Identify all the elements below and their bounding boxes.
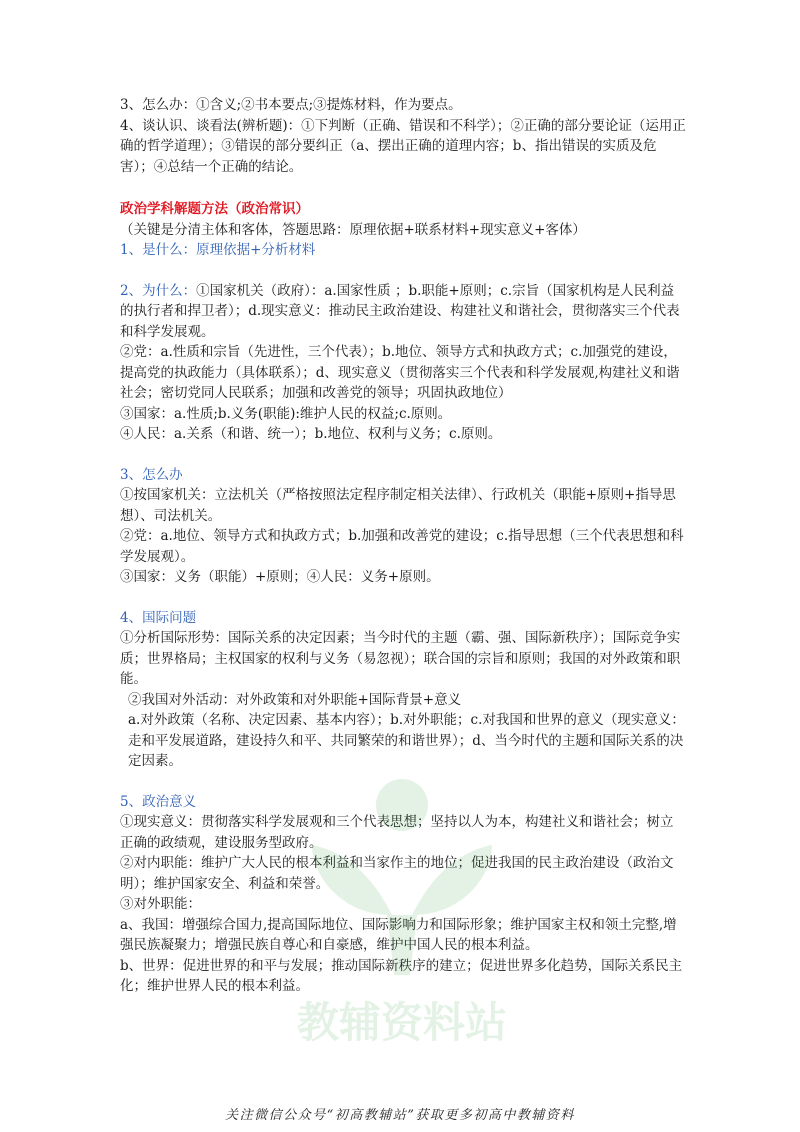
q3-line-2: ②党：a.地位、领导方式和执政方式；b.加强和改善党的建设；c.指导思想（三个代表思想和科学发展观）。 bbox=[120, 528, 684, 565]
q2-line-4: ④人民：a.关系（和谐、统一）；b.地位、权利与义务；c.原则。 bbox=[120, 426, 502, 442]
q5-line-1: ①现实意义：贯彻落实科学发展观和三个代表思想；坚持以人为本，构建社义和谐社会；树立正确的政绩观，建设服务型政府。 bbox=[120, 814, 674, 851]
q2-line-2: ②党：a.性质和宗旨（先进性，三个代表）；b.地位、领导方式和执政方式；c.加强党的建设，提高党的执政能力（具体联系）；d、现实意义（贯彻落实三个代表和科学发展观,构建社义和谐社会；密切党同人民联系；加强和改善党的领导；巩固执政地位） bbox=[120, 344, 680, 401]
watermark-text: 教辅资料站 bbox=[296, 998, 508, 1047]
q2-heading: 2、为什么： bbox=[120, 282, 197, 299]
q5-heading: 5、政治意义 bbox=[120, 793, 197, 810]
document-body bbox=[120, 95, 686, 997]
q4-line-2: ②我国对外活动：对外政策和对外职能+国际背景+意义 bbox=[128, 691, 462, 708]
intro-item-4: 4、谈认识、谈看法(辨析题)：①下判断（正确、错误和不科学）；②正确的部分要论证（运用正确的哲学道理）；③错误的部分要纠正（a、摆出正确的道理内容；b、指出错误的实质及危害）；④总结一个正确的结论。 bbox=[120, 117, 686, 175]
q2-line-3: ③国家：a.性质;b.义务(职能):维护人民的权益;c.原则。 bbox=[120, 405, 452, 422]
footer-note: 关注微信公众号“初高教辅站”获取更多初高中教辅资料 bbox=[225, 1108, 575, 1123]
q5-line-3: ③对外职能： bbox=[120, 896, 201, 912]
q3-line-1: ①按国家机关：立法机关（严格按照法定程序制定相关法律）、行政机关（职能+原则+指导思想）、司法机关。 bbox=[120, 487, 676, 524]
q5-line-2: ②对内职能：维护广大人民的根本利益和当家作主的地位；促进我国的民主政治建设（政治文明）；维护国家安全、利益和荣誉。 bbox=[120, 855, 674, 892]
q3-heading: 3、怎么办 bbox=[120, 466, 183, 483]
q1-heading: 1、是什么：原理依据+分析材料 bbox=[120, 242, 316, 258]
q4-line-1: ①分析国际形势：国际关系的决定因素；当今时代的主题（霸、强、国际新秩序）；国际竞争实质；世界格局；主权国家的权利与义务（易忽视）；联合国的宗旨和原则；我国的对外政策和职能。 bbox=[120, 630, 681, 687]
q5-line-4: a、我国：增强综合国力,提高国际地位、国际影响力和国际形象；维护国家主权和领土完整,增强民族凝聚力；增强民族自尊心和自豪感，维护中国人民的根本利益。 bbox=[120, 916, 677, 953]
q4-heading: 4、国际问题 bbox=[120, 609, 197, 626]
q5-line-5: b、世界：促进世界的和平与发展；推动国际新秩序的建立；促进世界多化趋势，国际关系民主化；维护世界人民的根本利益。 bbox=[120, 957, 683, 994]
q3-line-3: ③国家：义务（职能）+原则；④人民：义务+原则。 bbox=[120, 569, 440, 585]
section-subtitle: （关键是分清主体和客体，答题思路：原理依据+联系材料+现实意义+客体） bbox=[120, 221, 586, 238]
intro-item-3: 3、怎么办：①含义;②书本要点;③提炼材料，作为要点。 bbox=[120, 97, 462, 113]
q2-line-1: 2、为什么：①国家机关（政府）：a.国家性质 ；b.职能+原则；c.宗旨（国家机构是人民利益的执行者和捍卫者）；d.现实意义：推动民主政治建设、构建社义和谐社会，贯彻落实三个代表和科学发展观。 bbox=[120, 282, 680, 340]
q4-line-3: a.对外政策（名称、决定因素、基本内容）；b.对外职能；c.对我国和世界的意义（现实意义：走和平发展道路，建设持久和平、共同繁荣的和谐世界）；d、当今时代的主题和国际关系的决定因素。 bbox=[128, 712, 685, 769]
section-title: 政治学科解题方法（政治常识） bbox=[120, 201, 309, 217]
